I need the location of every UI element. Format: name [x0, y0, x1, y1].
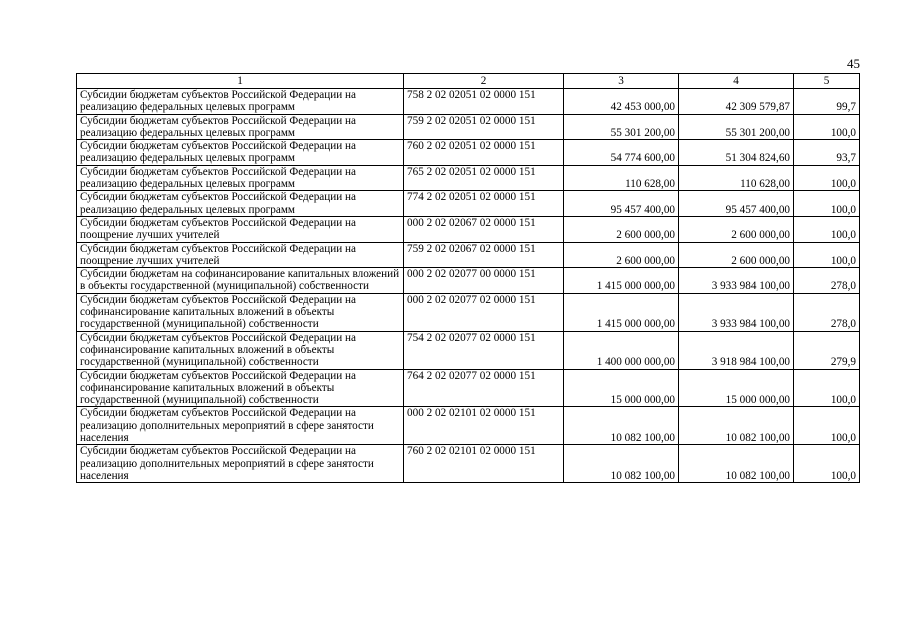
row-code: 759 2 02 02051 02 0000 151: [404, 114, 564, 140]
row-description: Субсидии бюджетам субъектов Российской Федерации на софинансирование капитальных вложений в объекты государственной (муниципальной) собственности: [77, 331, 404, 369]
row-executed-amount: 3 933 984 100,00: [679, 268, 794, 294]
row-percent: 100,0: [794, 445, 860, 483]
column-header-3: 3: [564, 74, 679, 89]
table-row: [77, 165, 860, 191]
row-planned-amount: 2 600 000,00: [564, 242, 679, 268]
row-code: 758 2 02 02051 02 0000 151: [404, 89, 564, 115]
row-executed-amount: 10 082 100,00: [679, 445, 794, 483]
row-planned-amount: 1 415 000 000,00: [564, 293, 679, 331]
row-code: 000 2 02 02077 02 0000 151: [404, 293, 564, 331]
row-code: 760 2 02 02051 02 0000 151: [404, 140, 564, 166]
row-executed-amount: 55 301 200,00: [679, 114, 794, 140]
table-row: [77, 114, 860, 140]
row-percent: 93,7: [794, 140, 860, 166]
row-description: Субсидии бюджетам субъектов Российской Федерации на поощрение лучших учителей: [77, 216, 404, 242]
table-row: [77, 216, 860, 242]
row-description: Субсидии бюджетам субъектов Российской Федерации на софинансирование капитальных вложений в объекты государственной (муниципальной) собственности: [77, 293, 404, 331]
row-planned-amount: 95 457 400,00: [564, 191, 679, 217]
row-percent: 100,0: [794, 242, 860, 268]
row-percent: 100,0: [794, 369, 860, 407]
row-executed-amount: 42 309 579,87: [679, 89, 794, 115]
row-description: Субсидии бюджетам субъектов Российской Федерации на реализацию федеральных целевых программ: [77, 89, 404, 115]
column-header-2: 2: [404, 74, 564, 89]
row-description: Субсидии бюджетам субъектов Российской Федерации на поощрение лучших учителей: [77, 242, 404, 268]
row-executed-amount: 3 918 984 100,00: [679, 331, 794, 369]
row-executed-amount: 2 600 000,00: [679, 242, 794, 268]
row-executed-amount: 3 933 984 100,00: [679, 293, 794, 331]
row-executed-amount: 51 304 824,60: [679, 140, 794, 166]
row-percent: 278,0: [794, 268, 860, 294]
row-description: Субсидии бюджетам субъектов Российской Федерации на реализацию федеральных целевых программ: [77, 114, 404, 140]
row-percent: 100,0: [794, 216, 860, 242]
budget-table: [76, 73, 860, 483]
table-row: [77, 89, 860, 115]
row-description: Субсидии бюджетам субъектов Российской Федерации на реализацию федеральных целевых программ: [77, 140, 404, 166]
row-executed-amount: 95 457 400,00: [679, 191, 794, 217]
table-row: [77, 268, 860, 294]
row-percent: 279,9: [794, 331, 860, 369]
row-percent: 100,0: [794, 407, 860, 445]
row-code: 759 2 02 02067 02 0000 151: [404, 242, 564, 268]
row-code: 000 2 02 02067 02 0000 151: [404, 216, 564, 242]
row-code: 774 2 02 02051 02 0000 151: [404, 191, 564, 217]
row-executed-amount: 15 000 000,00: [679, 369, 794, 407]
row-description: Субсидии бюджетам субъектов Российской Федерации на реализацию федеральных целевых программ: [77, 165, 404, 191]
row-percent: 100,0: [794, 165, 860, 191]
table-row: [77, 331, 860, 369]
row-code: 000 2 02 02077 00 0000 151: [404, 268, 564, 294]
row-description: Субсидии бюджетам на софинансирование капитальных вложений в объекты государственной (муниципальной) собственности: [77, 268, 404, 294]
row-percent: 99,7: [794, 89, 860, 115]
row-percent: 100,0: [794, 191, 860, 217]
column-header-5: 5: [794, 74, 860, 89]
row-planned-amount: 55 301 200,00: [564, 114, 679, 140]
row-planned-amount: 10 082 100,00: [564, 445, 679, 483]
row-planned-amount: 10 082 100,00: [564, 407, 679, 445]
row-code: 765 2 02 02051 02 0000 151: [404, 165, 564, 191]
row-planned-amount: 2 600 000,00: [564, 216, 679, 242]
row-percent: 278,0: [794, 293, 860, 331]
column-header-4: 4: [679, 74, 794, 89]
row-planned-amount: 1 415 000 000,00: [564, 268, 679, 294]
table-row: [77, 191, 860, 217]
row-description: Субсидии бюджетам субъектов Российской Федерации на реализацию дополнительных мероприятий в сфере занятости населения: [77, 445, 404, 483]
row-planned-amount: 110 628,00: [564, 165, 679, 191]
table-row: [77, 369, 860, 407]
row-planned-amount: 54 774 600,00: [564, 140, 679, 166]
table-row: [77, 293, 860, 331]
column-header-1: 1: [77, 74, 404, 89]
table-row: [77, 407, 860, 445]
row-percent: 100,0: [794, 114, 860, 140]
page-number: 45: [847, 56, 860, 71]
row-code: 760 2 02 02101 02 0000 151: [404, 445, 564, 483]
row-description: Субсидии бюджетам субъектов Российской Федерации на реализацию дополнительных мероприятий в сфере занятости населения: [77, 407, 404, 445]
row-executed-amount: 2 600 000,00: [679, 216, 794, 242]
table-body: [77, 89, 860, 483]
row-planned-amount: 1 400 000 000,00: [564, 331, 679, 369]
row-planned-amount: 15 000 000,00: [564, 369, 679, 407]
row-code: 764 2 02 02077 02 0000 151: [404, 369, 564, 407]
row-code: 754 2 02 02077 02 0000 151: [404, 331, 564, 369]
row-planned-amount: 42 453 000,00: [564, 89, 679, 115]
row-description: Субсидии бюджетам субъектов Российской Федерации на софинансирование капитальных вложений в объекты государственной (муниципальной) собственности: [77, 369, 404, 407]
row-description: Субсидии бюджетам субъектов Российской Федерации на реализацию федеральных целевых программ: [77, 191, 404, 217]
row-code: 000 2 02 02101 02 0000 151: [404, 407, 564, 445]
row-executed-amount: 110 628,00: [679, 165, 794, 191]
table-row: [77, 445, 860, 483]
row-executed-amount: 10 082 100,00: [679, 407, 794, 445]
table-row: [77, 140, 860, 166]
header-row: [77, 74, 860, 89]
table-row: [77, 242, 860, 268]
